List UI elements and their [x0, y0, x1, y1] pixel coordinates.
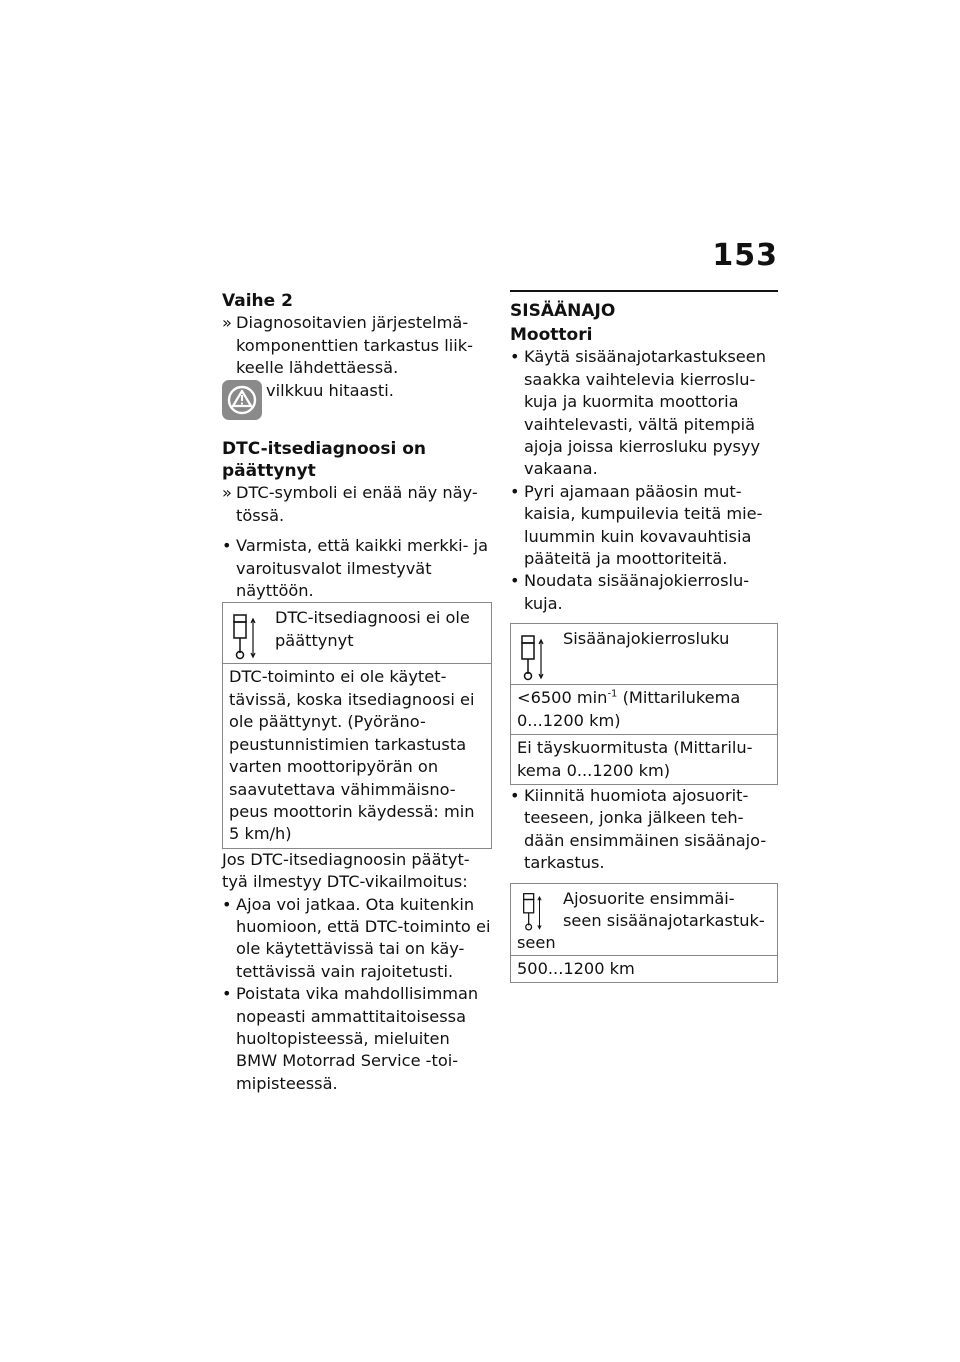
- list-item: [222, 983, 492, 1095]
- warning-text: vilkkuu hitaasti.: [266, 380, 394, 400]
- dtc-box-title: DTC-itsediagnoosi ei ole päättynyt: [275, 608, 470, 650]
- list-item-text: Ajoa voi jatkaa. Ota kuitenkin huomioon, että DTC-toiminto ei ole käytettävissä tai on käy-tettävissä vain rajoitetusti.: [236, 894, 491, 981]
- step-result: [222, 312, 492, 379]
- dtc-info-box: [222, 602, 492, 848]
- rpm-range: (Mittarilukema 0...1200 km): [517, 688, 741, 730]
- engine-subheading: Moottori: [510, 325, 593, 345]
- rpm-box-header: [511, 624, 777, 684]
- list-item: [510, 346, 778, 480]
- list-item: [222, 894, 492, 984]
- list-item-text: Noudata sisäänajokierroslu-kuja.: [524, 571, 750, 613]
- mileage-row: 500...1200 km: [511, 955, 777, 982]
- after-box-text: Jos DTC-itsediagnoosin päätyt-tyä ilmestyy DTC-vikailmoitus:: [222, 849, 470, 892]
- warning-triangle-icon: [222, 380, 262, 420]
- rpm-box-title: Sisäänajokierrosluku: [563, 629, 730, 649]
- mileage-spec-box: [510, 883, 778, 984]
- rpm-row-limit: [511, 684, 777, 734]
- rpm-row-load: Ei täyskuormitusta (Mittarilu-kema 0...1200 km): [511, 734, 777, 784]
- rpm-spec-box: [510, 623, 778, 785]
- right-column: [510, 290, 778, 983]
- done-heading: DTC-itsediagnoosi on päättynyt: [222, 438, 426, 482]
- page-number: 153: [712, 238, 778, 273]
- list-item: [510, 481, 778, 571]
- bullet-icon: •: [510, 347, 520, 367]
- engine-piston-icon: [231, 613, 257, 661]
- list-item: [510, 785, 778, 875]
- check-item-text: Varmista, että kaikki merkki- ja varoitusvalot ilmestyvät näyttöön.: [236, 536, 489, 601]
- rpm-unit-exponent: -1: [607, 688, 618, 700]
- list-item-text: Kiinnitä huomiota ajosuorit-teeseen, jonka jälkeen teh-dään ensimmäinen sisäänajo-tarkastus.: [524, 785, 767, 873]
- left-column: [222, 290, 492, 1095]
- dtc-box-header: [223, 603, 491, 663]
- dtc-box-body: DTC-toiminto ei ole käytet-tävissä, koska itsediagnoosi ei ole päättynyt. (Pyöräno-peustunnistimien tarkastusta varten moottoripyörän on saavutettava vähimmäisno-peus moottorin käydessä: min 5 km/h): [223, 663, 491, 847]
- warning-row: [222, 380, 492, 424]
- bullet-icon: •: [222, 984, 232, 1004]
- bullet-icon: •: [222, 536, 232, 556]
- engine-piston-icon: [519, 634, 545, 682]
- engine-piston-icon: [519, 892, 545, 932]
- step-marker-icon: »: [222, 313, 232, 333]
- section-title: SISÄÄNAJO: [510, 290, 778, 324]
- list-item-text: Poistata vika mahdollisimman nopeasti ammattitaitoisessa huoltopisteessä, mieluiten BMW Motorrad Service -toi-mipisteessä.: [236, 984, 479, 1093]
- bullet-icon: •: [510, 481, 520, 501]
- rpm-value: <6500 min: [517, 688, 608, 708]
- mileage-box-title: Ajosuorite ensimmäi-seen sisäänajotarkastuk-: [563, 888, 765, 930]
- done-result-text: DTC-symboli ei enää näy näy-tössä.: [236, 483, 478, 525]
- mileage-box-header: [511, 884, 777, 955]
- list-item: [510, 570, 778, 615]
- step-marker-icon: »: [222, 483, 232, 503]
- bullet-icon: •: [510, 785, 520, 805]
- list-item-text: Pyri ajamaan pääosin mut-kaisia, kumpuilevia teitä mie-luummin kuin kovavauhtisia pääteitä ja moottoriteitä.: [524, 481, 763, 569]
- step-heading: Vaihe 2: [222, 291, 293, 311]
- list-item-text: Käytä sisäänajotarkastukseen saakka vaihtelevia kierroslu-kuja ja kuormita moottoria vaihtelevasti, vältä pitempiä ajoja joissa kierrosluku pysyy vakaana.: [524, 347, 766, 479]
- bullet-icon: •: [510, 571, 520, 591]
- done-result: [222, 482, 492, 527]
- step-result-text: Diagnosoitavien järjestelmä-komponenttien tarkastus liik-keelle lähdettäessä.: [236, 313, 473, 378]
- mileage-box-title-end: seen: [517, 933, 556, 953]
- bullet-icon: •: [222, 894, 232, 914]
- check-item: [222, 535, 492, 602]
